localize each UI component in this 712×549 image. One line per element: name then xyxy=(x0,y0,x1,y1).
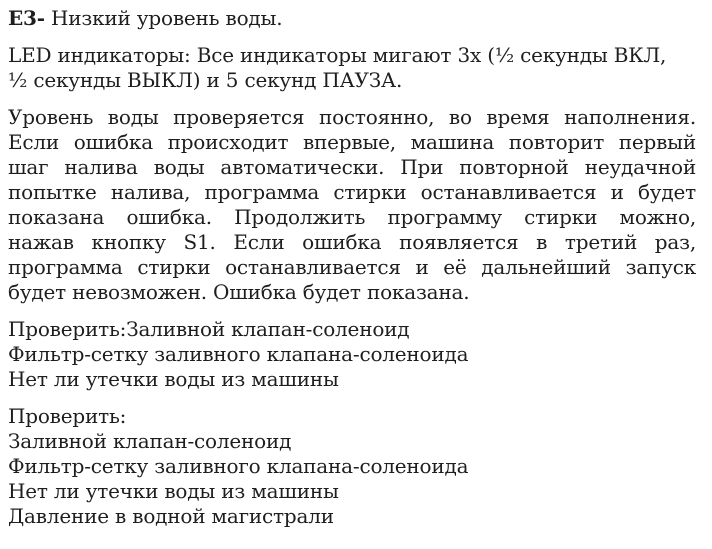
check-item: Фильтр-сетку заливного клапана-соленоида xyxy=(8,342,469,366)
check-item: Нет ли утечки воды из машины xyxy=(8,479,339,503)
check-item: Заливной клапан-соленоид xyxy=(8,429,292,453)
description-line: будет невозможен. Ошибка будет показана. xyxy=(8,280,470,304)
check-item: Проверить:Заливной клапан-соленоид xyxy=(8,317,410,341)
description-line: попытке налива, программа стирки останавливается и будет xyxy=(8,180,696,204)
description-paragraph xyxy=(8,105,696,305)
check-list-first xyxy=(8,317,696,392)
check-item: Фильтр-сетку заливного клапана-соленоида xyxy=(8,454,469,478)
description-line: показана ошибка. Продолжить программу стирки можно, xyxy=(8,205,696,229)
description-line: Если ошибка происходит впервые, машина повторит первый xyxy=(8,130,696,154)
led-line: LED индикаторы: Все индикаторы мигают 3х (½ секунды ВКЛ, xyxy=(8,43,667,67)
check-list-second xyxy=(8,404,696,529)
description-line: шаг налива воды автоматически. При повторной неудачной xyxy=(8,155,696,179)
check-heading: Проверить: xyxy=(8,404,127,428)
description-line: нажав кнопку S1. Если ошибка появляется в третий раз, xyxy=(8,230,696,254)
check-item: Нет ли утечки воды из машины xyxy=(8,367,339,391)
description-line: программа стирки останавливается и её дальнейший запуск xyxy=(8,255,696,279)
error-title: Низкий уровень воды. xyxy=(44,6,283,30)
description-line: Уровень воды проверяется постоянно, во время наполнения. xyxy=(8,105,696,129)
error-document xyxy=(8,6,696,541)
check-item: Давление в водной магистрали xyxy=(8,504,334,528)
error-heading xyxy=(8,6,696,31)
led-indicator-paragraph xyxy=(8,43,696,93)
error-code: E3- xyxy=(8,6,45,30)
led-line: ½ секунды ВЫКЛ) и 5 секунд ПАУЗА. xyxy=(8,68,403,92)
